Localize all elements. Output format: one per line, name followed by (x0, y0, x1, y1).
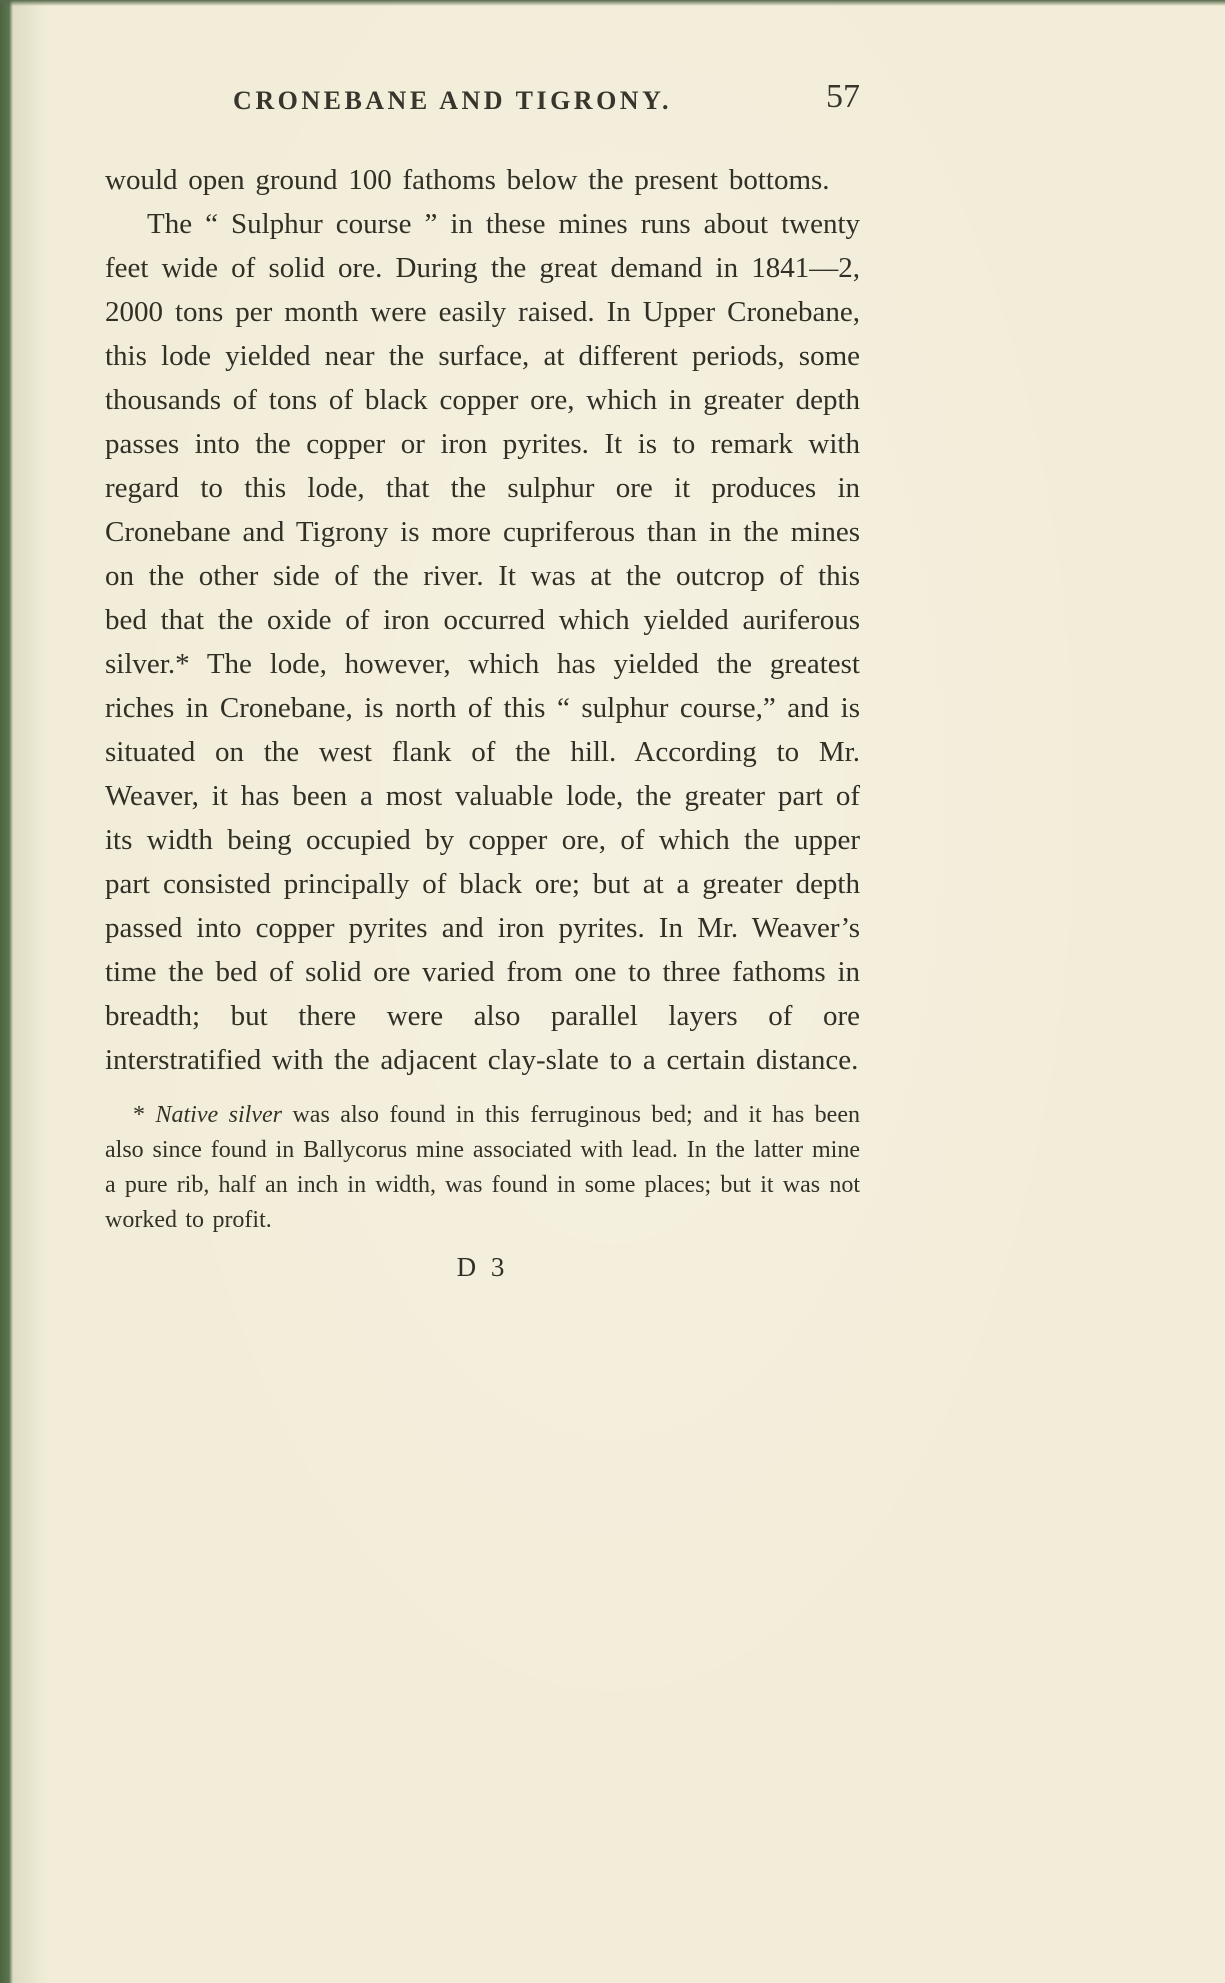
page-header (105, 78, 860, 130)
signature-mark: D 3 (456, 1252, 509, 1282)
footnote-marker: * (133, 1102, 145, 1128)
footnote-lead-italic: Native silver (145, 1102, 282, 1128)
footnote-text: was also found in this ferruginous bed; and it has been also since found in Ballycorus mine associated with lead. In the latter mine a pure rib, half an inch in width, was found in some places; but it was not worked to profit. (105, 1102, 860, 1233)
paragraph-body: The “ Sulphur course ” in these mines runs about twenty feet wide of solid ore. During the great demand in 1841—2, 2000 tons per month were easily raised. In Upper Cronebane, this lode yielded near the surface, at different periods, some thousands of tons of black copper ore, which in greater depth passes into the copper or iron pyrites. It is to remark with regard to this lode, that the sulphur ore it produces in Cronebane and Tigrony is more cupriferous than in the mines on the other side of the river. It was at the outcrop of this bed that the oxide of iron occurred which yielded auriferous silver.* The lode, however, which has yielded the greatest riches in Cronebane, is north of this “ sulphur course,” and is situated on the west flank of the hill. According to Mr. Weaver, it has been a most valuable lode, the greater part of its width being occupied by copper ore, of which the upper part consisted principally of black ore; but at a greater depth passed into copper pyrites and iron pyrites. In Mr. Weaver’s time the bed of solid ore varied from one to three fathoms in breadth; but there were also parallel layers of ore interstratified with the adjacent clay-slate to a certain distance. (105, 208, 860, 1076)
page-number: 57 (826, 78, 860, 115)
running-title: CRONEBANE AND TIGRONY. (233, 86, 672, 115)
paragraph-continuation: would open ground 100 fathoms below the present bottoms. (105, 164, 830, 196)
footnote (105, 1098, 860, 1238)
